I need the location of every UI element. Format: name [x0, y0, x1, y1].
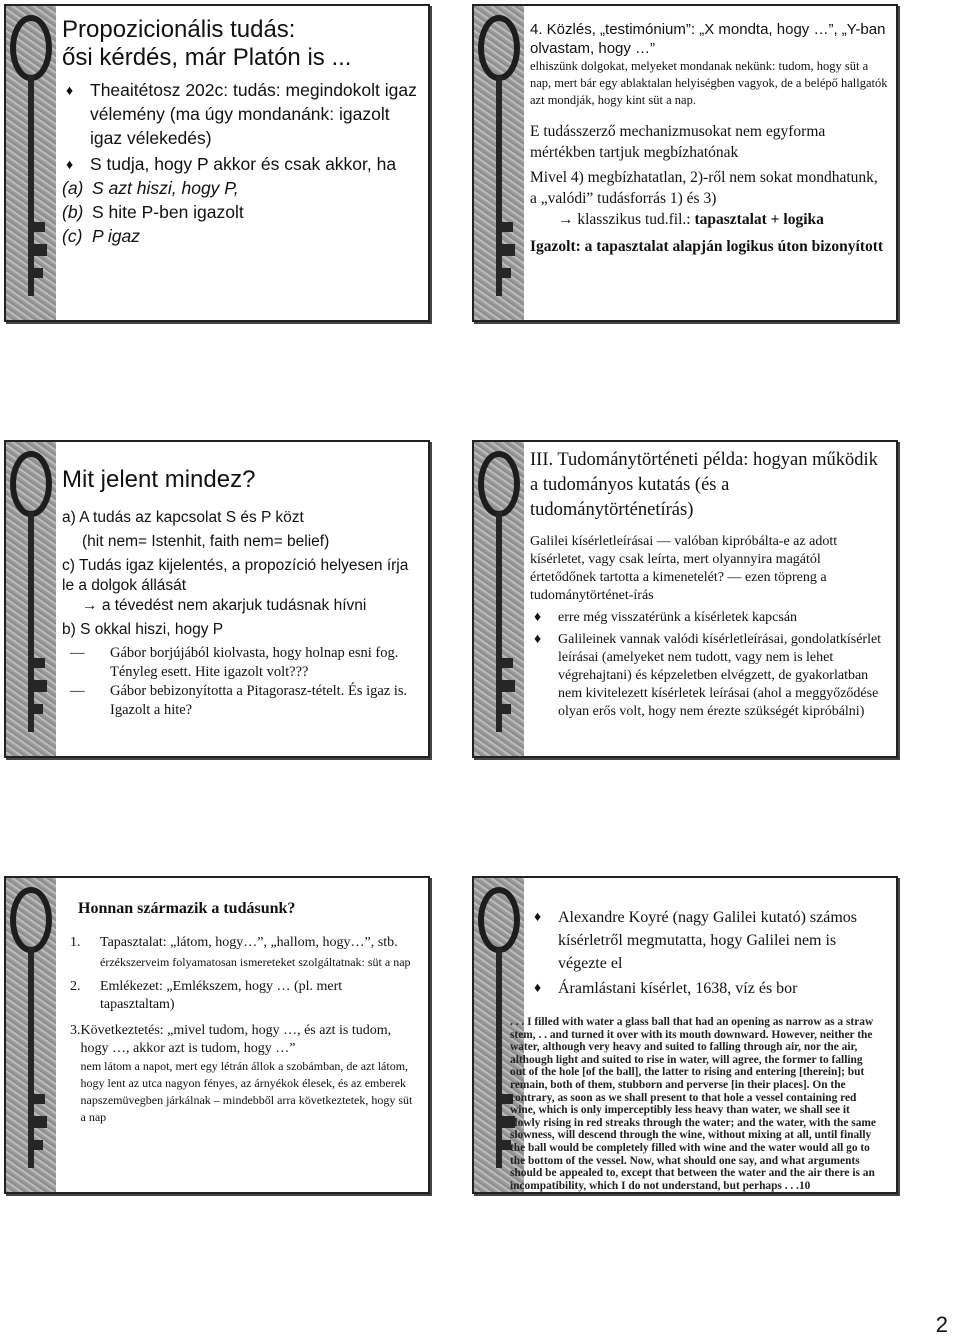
slide-1 — [4, 4, 430, 322]
galileo-quote-scan: . . . I filled with water a glass ball that had an opening as narrow as a straw stem, . . and turned it over with its mouth downward. However, neither the water, although very heavy and suited to falling through air, nor the air, although light and suited to rise in water, will agree, the former to falling out of the hole [of the ball], the latter to rising and entering [therein]; but remain, both of them, stubborn and perverse [in their places]. On the contrary, as soon as we shall present to that hole a vessel containing red wine, which is only imperceptibly less heavy than water, we shall see it slowly rising in red streaks through the water; and the water, with the same slowness, will descend through the wine, without mixing at all, until finally the ball would be completely filled with wine and the water would all go to the bottom of the vessel. Now, what should one say, and what arguments should be appealed to, except that between the water and the air there is an incompatibility, which I do not understand, but perhaps . . .10 — [510, 1016, 876, 1192]
galilei-question: Galilei kísérletleírásai — valóban kipróbálta-e az adott kísérletet, vagy csak leírta, mert olyannyira magától értetődőnek tartotta a kimenetelét? — ezen töpreng a tudománytörténet-írás — [530, 534, 838, 603]
example-2: — Gábor bebizonyította a Pitagorasz-tételt. És igaz is. Igazolt a hite? — [62, 682, 420, 720]
key-icon — [477, 448, 521, 748]
key-icon — [9, 884, 53, 1184]
classic-epistemology: → klasszikus tud.fil.: tapasztalat + logika — [558, 211, 824, 228]
source-memory: 2. Emlékezet: „Emlékszem, hogy … (pl. mert tapasztaltam) — [70, 979, 343, 1012]
page-number: 2 — [935, 1312, 948, 1337]
example-1: — Gábor borjújából kiolvasta, hogy holnap esni fog. Tényleg esett. Hite igazolt volt??? — [62, 644, 420, 682]
key-icon — [9, 448, 53, 748]
slide-title: Honnan származik a tudásunk? — [78, 900, 296, 917]
key-image — [6, 878, 56, 1192]
point-c-arrow: → a tévedést nem akarjuk tudásnak hívni — [82, 597, 367, 614]
slide-title: III. Tudománytörténeti példa: hogyan működik a tudományos kutatás (és a tudománytörténetírás) — [530, 450, 878, 520]
condition-b: (b) S hite P-ben igazolt — [62, 202, 244, 222]
point-b: b) S okkal hiszi, hogy P — [62, 621, 224, 638]
key-image — [474, 6, 524, 320]
bullet-definition: ♦ S tudja, hogy P akkor és csak akkor, ha — [62, 152, 420, 176]
condition-a: (a) S azt hiszi, hogy P, — [62, 178, 239, 198]
bullet-koyre: ♦ Alexandre Koyré (nagy Galilei kutató) számos kísérletről megmutatta, hogy Galilei nem is végezte el — [530, 906, 888, 975]
bullet-return: ♦ erre még visszatérünk a kísérletek kapcsán — [530, 609, 888, 627]
key-image — [6, 442, 56, 756]
source-inference: 3. Következtetés: „mivel tudom, hogy …, és azt is tudom, hogy …, akkor azt is tudom, hogy …” nem látom a napot, mert egy létrán állok a szobámban, de azt látom, hogy lent az utca nagyon fényes, az árnyékok élesek, és az emberek napszemüvegben járkálnak – mindebből arra következtetek, hogy süt a nap — [70, 1023, 413, 1124]
bullet-experiment-types: ♦ Galileinek vannak valódi kísérletleírásai, gondolatkísérlet leírásai (amelyeket nem tudott, vagy nem is lehet végrehajtani) és képzeletben elvégzett, de gyakorlatban nem kivitelezett kísérletek leírásai (ahol a meggyőződése olyan erős volt, hogy nem érezte szükségét kipróbálni) — [530, 631, 888, 721]
sources-text: Mivel 4) megbízhatatlan, 2)-ről nem sokat mondhatunk, a „valódi” tudásforrás 1) és 3) — [530, 169, 878, 207]
justified-definition: Igazolt: a tapasztalat alapján logikus úton bizonyított — [530, 238, 884, 255]
testimony-example: elhiszünk dolgokat, melyeket mondanak nekünk: tudom, hogy süt a nap, mert bár egy ablaktalan helyiségben vagyok, de a belépő hallgatók azt mondják, hogy kint süt a nap. — [530, 59, 888, 107]
testimony-heading: 4. Közlés, „testimónium”: „X mondta, hogy …”, „Y-ban olvastam, hogy …” — [530, 21, 886, 57]
bullet-theaitetosz: ♦ Theaitétosz 202c: tudás: megindokolt igaz vélemény (ma úgy mondanánk: igazolt igaz vélekedés) — [62, 78, 420, 150]
slide-title: Mit jelent mindez? — [62, 466, 256, 493]
key-icon — [477, 12, 521, 312]
bullet-fluid-experiment: ♦ Áramlástani kísérlet, 1638, víz és bor — [530, 977, 888, 1000]
key-image — [474, 442, 524, 756]
reliability-text: E tudásszerző mechanizmusokat nem egyforma mértékben tartjuk megbízhatónak — [530, 123, 826, 161]
source-experience: 1. Tapasztalat: „látom, hogy…”, „hallom, hogy…”, stb. érzékszerveim folyamatosan ismereteket szolgáltatnak: süt a nap — [70, 935, 411, 969]
point-c: c) Tudás igaz kijelentés, a propozíció helyesen írja le a dolgok állását — [62, 557, 409, 594]
slide-4 — [472, 440, 898, 758]
key-image — [6, 6, 56, 320]
slide-3 — [4, 440, 430, 758]
point-a: a) A tudás az kapcsolat S és P közt — [62, 509, 304, 526]
condition-c: (c) P igaz — [62, 226, 140, 246]
slide-title: Propozicionális tudás: ősi kérdés, már Platón is ... — [62, 16, 352, 71]
point-a-note: (hit nem= Istenhit, faith nem= belief) — [82, 533, 330, 550]
slide-2 — [472, 4, 898, 322]
key-icon — [9, 12, 53, 312]
slide-5 — [4, 876, 430, 1194]
